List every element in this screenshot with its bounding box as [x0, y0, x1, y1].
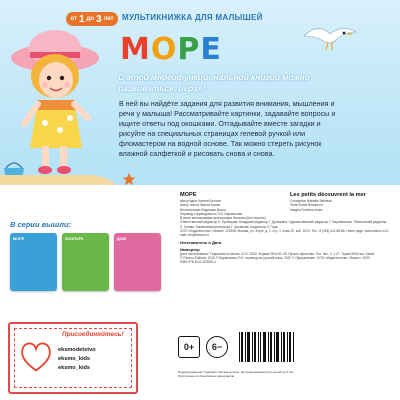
age-to: 3 — [96, 13, 102, 25]
book-thumb-title: МОРЕ — [13, 237, 25, 241]
author-fr: Conception Nathalie Bélineau — [290, 199, 332, 203]
tagline: С этой многофункциональной книгой можно развиваться, играя! — [118, 72, 310, 93]
starfish-icon — [122, 172, 136, 186]
book-thumbnail — [114, 233, 161, 291]
text-author-ru: Автор текста Эмили Бомон — [180, 203, 221, 208]
age-rating-0plus: 0+ — [178, 336, 200, 358]
age-from: 1 — [78, 13, 85, 25]
description: В ней вы найдёте задания для развития внимания, мышления и речи у малыша! Рассматривайте картинки, задавайте вопросы и ищите ответы под окошками. Отгадывайте вместе загадки и рисуйте на специальных страницах гелевой ручкой или фломастером на водной основе. Так можно стереть рисунок влажной салфеткой и рисовать снова и снова. — [119, 99, 336, 159]
join-text: Присоединяйтесь! — [62, 331, 124, 338]
book-thumb-title: ЗООПАРК — [65, 237, 84, 241]
girl-illustration-icon — [0, 18, 115, 188]
age-mid: до — [86, 16, 94, 22]
age-prefix: от — [70, 16, 77, 22]
social-instagram[interactable]: eksmo_kids — [58, 356, 91, 362]
social-stamp — [8, 322, 138, 394]
age-suffix: лет — [103, 16, 114, 22]
social-links — [58, 346, 96, 373]
illustrator-ru: Иллюстрации Федерика Иосса — [180, 207, 226, 212]
series-books — [10, 220, 170, 322]
author-ru: Автор идеи Натали Беллем — [180, 199, 221, 203]
publisher-address: ООО «Издательство «Эксмо» 123308, Москва, ул. Зорге, д. 1, стр. 1, этаж 20, каб. 2013. Тел.: 8 (495) 411-68-86. Home page: www.eksmo.ru E-mail: info@eksmo.ru — [180, 229, 390, 238]
title-fr: Les petits découvrent la mer — [290, 192, 366, 198]
photo-credit: В книге использованы фотографии Натальи (Шоттерсток) — [180, 216, 266, 221]
editorial-staff: Ответственный редактор Е. Кузнецова. Младший редактор Г. Дрожжина. Художественный редактор Г. Баранникова. Технический редактор Л. Зотова. Компьютерная верстка Т. Архипова. Корректор Н. Гаца. — [180, 220, 387, 229]
safety-warning: Предупреждение! Содержит мелкие детали. Не предназначено для детей до 3 лет. Изготовлено из безопасных материалов. — [178, 370, 295, 378]
translation: Перевод с французского Л.И. Бараконова — [180, 211, 243, 216]
age-rating-warning-icon: 6− — [206, 336, 228, 358]
book-thumb-title: ДОМ — [117, 237, 126, 241]
series-label: В серии вышли: — [10, 220, 72, 229]
isbn: ISBN 978-5-04-102605-4 — [180, 260, 216, 265]
book-thumbnail — [10, 233, 57, 291]
book-title — [120, 32, 222, 67]
manufacturer-heading: Изготовитель и Дата — [180, 239, 222, 245]
illustrator-fr: Images Federica Iossa — [290, 207, 323, 212]
barcode-icon — [236, 329, 298, 369]
publication-info — [180, 190, 390, 265]
title-letter: М — [120, 32, 151, 67]
print-info: Дата изготовления / Подписано в печать 10.07.2020. Формат 90x100 1/8. Печать офсетная. Усл. печ. л. 1,27. Тираж 5000 экз. Заказ — [180, 251, 375, 256]
text-author-fr: Texte Émilie Beaumont — [290, 203, 323, 208]
title-letter: О — [150, 32, 178, 67]
age-badge — [66, 12, 118, 26]
title-letter: Р — [177, 32, 201, 67]
social-vk[interactable]: eksmodetstvo — [58, 347, 96, 353]
heart-icon — [18, 338, 54, 374]
title-row — [180, 190, 390, 199]
copyright: © Fleurus Éditions, 2019 © Бараконова Л.И., перевод на русский язык, 2020 © Оформление. ООО «Издательство «Эксмо», 2020 — [180, 255, 370, 260]
seagull-icon — [300, 18, 360, 54]
age-rating-icons — [178, 336, 228, 358]
title-ru: МОРЕ — [180, 192, 197, 198]
book-thumbnail — [62, 233, 109, 291]
social-youtube[interactable]: eksmo_kids — [58, 365, 91, 371]
importer-heading: Импортер — [180, 246, 200, 252]
title-letter: Е — [200, 32, 222, 67]
credits-row — [180, 199, 390, 212]
series-title: МУЛЬТИКНИЖКА ДЛЯ МАЛЫШЕЙ — [122, 13, 263, 22]
